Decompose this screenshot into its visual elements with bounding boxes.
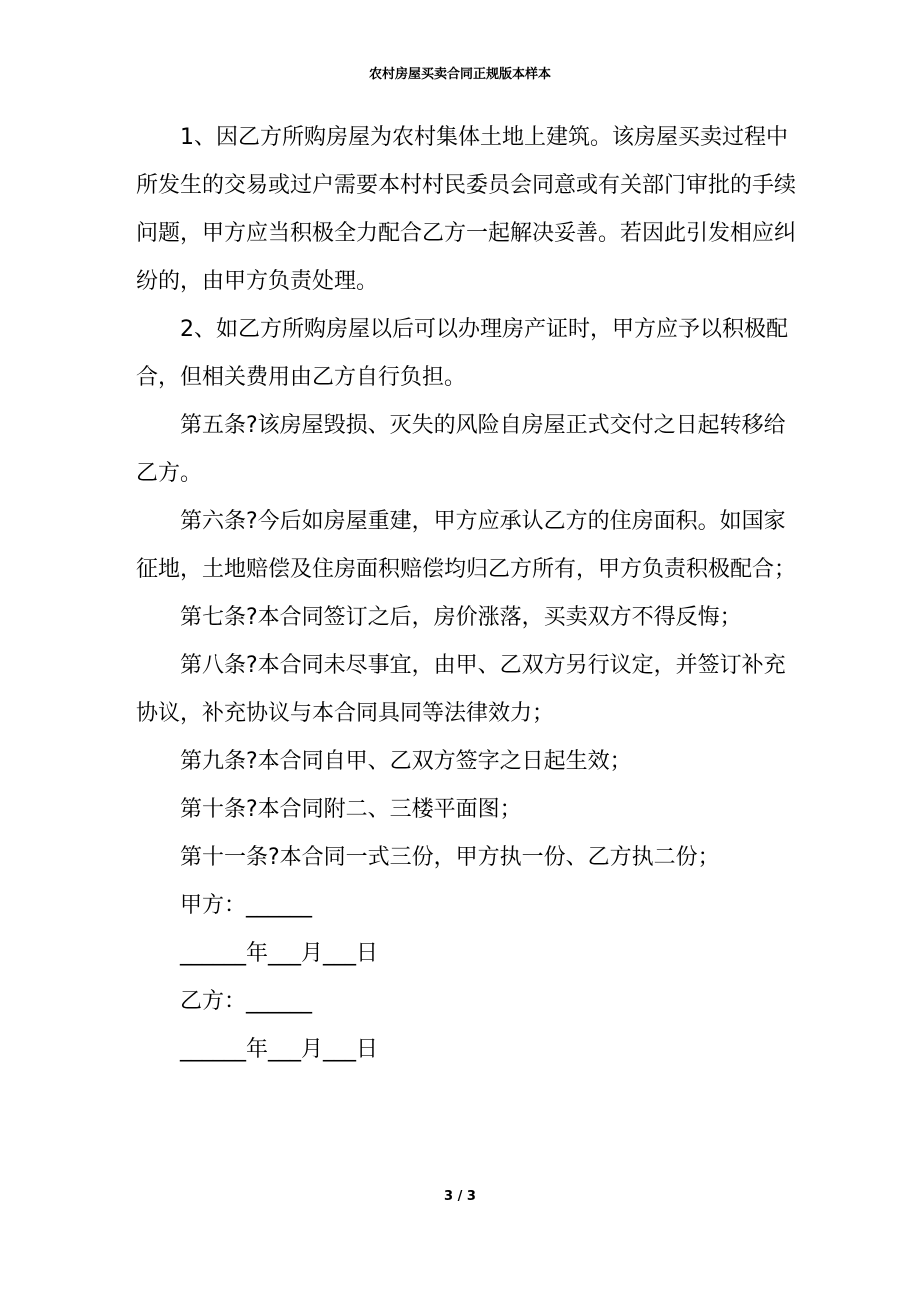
clause-article-9: 第九条?本合同自甲、乙双方签字之日起生效； bbox=[180, 749, 632, 774]
signature-party-b: 乙方：______ bbox=[180, 989, 313, 1014]
clause-article-10: 第十条?本合同附二、三楼平面图； bbox=[180, 797, 522, 822]
document-body bbox=[136, 114, 796, 1074]
signature-party-a-date: ______年___月___日 bbox=[180, 941, 379, 966]
clause-paragraph-1: 1、因乙方所购房屋为农村集体土地上建筑。该房屋买卖过程中所发生的交易或过户需要本村村民委员会同意或有关部门审批的手续问题，甲方应当积极全力配合乙方一起解决妥善。若因此引发相应纠纷的，由甲方负责处理。 bbox=[136, 125, 797, 294]
clause-article-7: 第七条?本合同签订之后，房价涨落，买卖双方不得反悔； bbox=[180, 605, 742, 630]
page-number: 3 / 3 bbox=[444, 1189, 476, 1204]
clause-article-5: 第五条?该房屋毁损、灭失的风险自房屋正式交付之日起转移给乙方。 bbox=[136, 413, 786, 486]
clause-article-6: 第六条?今后如房屋重建，甲方应承认乙方的住房面积。如国家征地，土地赔偿及住房面积赔偿均归乙方所有，甲方负责积极配合； bbox=[136, 509, 797, 582]
signature-party-b-date: ______年___月___日 bbox=[180, 1037, 379, 1062]
signature-party-a: 甲方：______ bbox=[180, 893, 313, 918]
clause-paragraph-2: 2、如乙方所购房屋以后可以办理房产证时，甲方应予以积极配合，但相关费用由乙方自行负担。 bbox=[136, 317, 788, 390]
page-title: 农村房屋买卖合同正规版本样本 bbox=[368, 67, 551, 82]
clause-article-8: 第八条?本合同未尽事宜，由甲、乙双方另行议定，并签订补充协议，补充协议与本合同具同等法律效力； bbox=[136, 653, 786, 726]
clause-article-11: 第十一条?本合同一式三份，甲方执一份、乙方执二份； bbox=[180, 845, 720, 870]
